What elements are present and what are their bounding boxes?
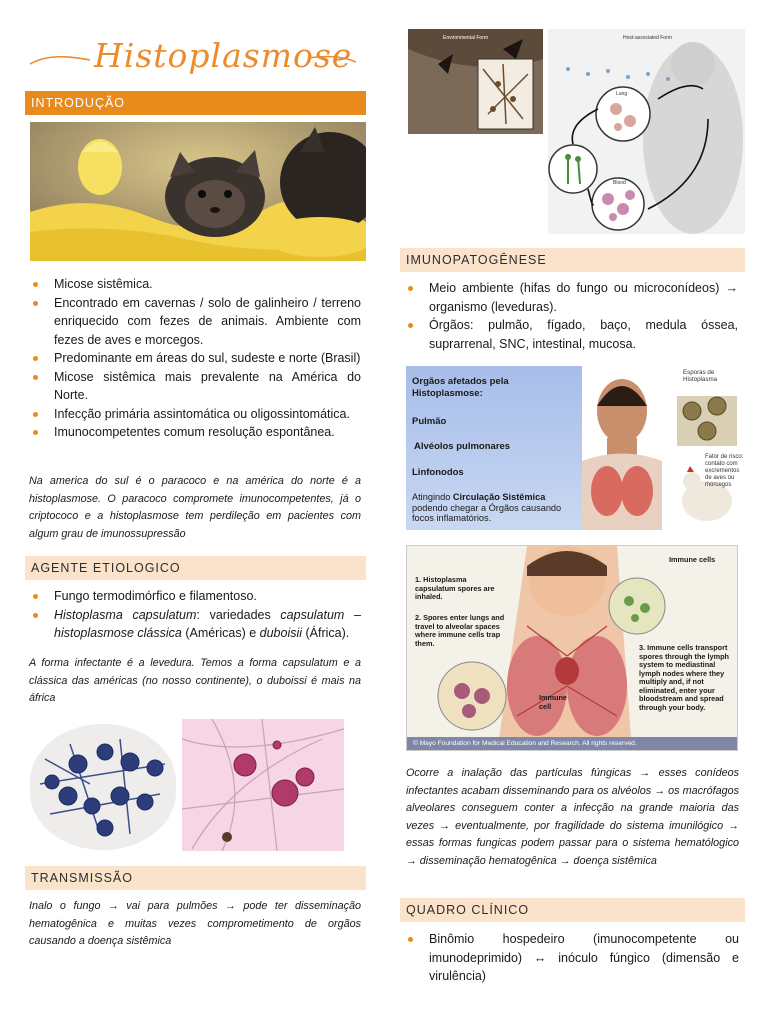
- section-header-imunopatogenese: IMUNOPATOGÊNESE: [400, 248, 745, 272]
- agente-list: [31, 587, 361, 643]
- list-item: Infecção primária assintomática ou oligossintomática.: [31, 405, 361, 424]
- organ-item: Alvéolos pulmonares: [414, 441, 511, 452]
- page-title: Histoplasmose: [90, 36, 310, 75]
- list-item: Imunocompetentes comum resolução espontânea.: [31, 423, 361, 442]
- text: Atingindo: [412, 492, 453, 502]
- list-item-species: [31, 606, 361, 643]
- micrograph-pink: [182, 719, 344, 851]
- mayo-figure: [406, 545, 738, 751]
- patient-illustration: [582, 366, 747, 530]
- list-item: Micose sistêmica.: [31, 275, 361, 294]
- section-header-transmissao: TRANSMISSÃO: [25, 866, 366, 890]
- organ-item: Linfonodos: [412, 467, 464, 478]
- bat-photo: [30, 122, 366, 261]
- introducao-list: [31, 275, 361, 442]
- variety-capsulatum: capsulatum – histoplasmose clássica: [54, 607, 361, 640]
- mayo-step-2: 2. Spores enter lungs and travel to alveolar spaces where immune cells trap them.: [415, 613, 505, 648]
- mayo-copyright: © Mayo Foundation for Medical Education and Research. All rights reserved.: [407, 737, 738, 750]
- spores-label: Esporas de Histoplasma: [683, 369, 718, 383]
- env-form-label: Environmental Form: [443, 35, 489, 41]
- list-item: Predominante em áreas do sul, sudeste e norte (Brasil): [31, 349, 361, 368]
- micrograph-blue: [30, 724, 176, 850]
- organs-panel: [406, 366, 582, 530]
- agente-note: A forma infectante é a levedura. Temos a forma capsulatum e a clássica das américas (no nosso continente), o duboissi é mais na áfrica: [29, 657, 361, 704]
- introducao-note: Na america do sul é o paracoco e na américa do norte é a histoplasmose. O paracoco compromete imunocompetentes, já o criptococo e a histoplasmose tem perdileção em pacientes com algum grau de imunossupressão: [29, 475, 361, 540]
- organs-footer: [412, 492, 580, 524]
- list-item: Meio ambiente (hifas do fungo ou microconídeos) → organismo (leveduras).: [406, 279, 738, 316]
- list-item: Encontrado em cavernas / solo de galinheiro / terreno enriquecido com fezes de animais. Ambiente com fezes de aves e morcegos.: [31, 294, 361, 350]
- section-header-agente: AGENTE ETIOLOGICO: [25, 556, 366, 580]
- organ-item: Pulmão: [412, 416, 447, 427]
- page-title-block: [28, 30, 358, 80]
- blood-label: Blood: [613, 180, 626, 186]
- section-header-introducao: INTRODUÇÃO: [25, 91, 366, 115]
- risk-label: Fator de risco: contato com excrementos de aves ou morcegos: [705, 454, 744, 488]
- lung-label: Lung: [616, 91, 628, 97]
- text: (Américas) e: [181, 626, 260, 640]
- text: : variedades: [196, 607, 281, 622]
- variety-duboisii: duboisii: [259, 626, 303, 640]
- mayo-immune-label-top: Immune cells: [669, 555, 716, 564]
- list-item: Órgãos: pulmão, fígado, baço, medula óssea, suprarrenal, SNC, intestinal, mucosa.: [406, 316, 738, 353]
- quadro-list: [406, 930, 739, 986]
- mayo-step-1: 1. Histoplasma capsulatum spores are inhaled.: [415, 575, 495, 601]
- list-item: Micose sistêmica mais prevalente na América do Norte.: [31, 368, 361, 405]
- life-cycle-figure: [408, 29, 745, 234]
- transmissao-note: Inalo o fungo → vai para pulmões → pode ter disseminação hematogênica e muitas vezes comprometimento de orgãos causando a doença sistêmica: [29, 900, 361, 947]
- organs-figure: [406, 366, 747, 530]
- list-item: Binômio hospedeiro (imunocompetente ou imunodeprimido) ↔ inóculo fúngico (dimensão e virulência): [406, 930, 739, 986]
- section-header-quadro: QUADRO CLÍNICO: [400, 898, 745, 922]
- text: Circulação Sistêmica: [452, 492, 546, 502]
- text: podendo chegar a Órgãos causando focos inflamatórios.: [412, 502, 562, 523]
- host-form-label: Host-associated Form: [623, 35, 672, 41]
- mayo-step-3: 3. Immune cells transport spores through the lymph system to mediastinal lymph nodes where they multiply and, if not eliminated, enter your bloodstream and spread through your body.: [639, 643, 729, 712]
- imunopatogenese-list: [406, 279, 738, 353]
- species-name: Histoplasma capsulatum: [54, 607, 197, 622]
- organs-heading: Orgãos afetados pela Histoplasmose:: [412, 376, 509, 399]
- imunopatogenese-note: Ocorre a inalação das partículas fúngicas → esses conídeos infectantes acabam disseminando para os alvéolos → os macrófagos alveolares conseguem conter a infecção na grande maioria das vezes → eventualmente, por fragilidade do sistema imunilógico → essas formas fungicas podem passar para o sistema hematólogico → disseminação hematogênica → doença sistêmica: [406, 767, 739, 867]
- text: (África).: [302, 626, 350, 640]
- mayo-immune-label-bottom: Immune cell: [539, 693, 567, 711]
- list-item: Fungo termodimórfico e filamentoso.: [31, 587, 361, 606]
